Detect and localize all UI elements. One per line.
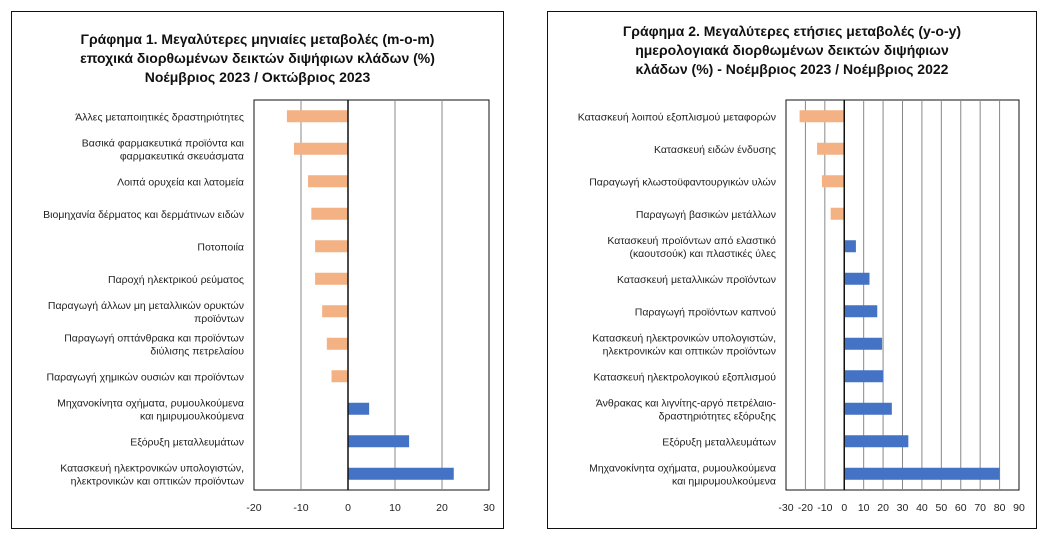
chart-2-bar-9 <box>844 403 892 415</box>
chart-1-category-label-9: Μηχανοκίνητα οχήματα, ρυμουλκούμενα και ημιρυμουλκούμενα <box>57 397 244 423</box>
chart-2-tick-label-8: 50 <box>935 502 948 514</box>
chart-1-tick-label-5: 30 <box>483 502 495 514</box>
chart-2-category-label-6: Παραγωγή προϊόντων καπνού <box>634 306 776 319</box>
chart-2-bar-10 <box>844 435 908 447</box>
chart-2-category-label-2: Παραγωγή κλωστοϋφαντουργικών υλών <box>589 176 776 189</box>
chart-1-category-label-7: Παραγωγή οπτάνθρακα και προϊόντων διύλισης πετρελαίου <box>64 332 244 358</box>
chart-2-title-line-3: κλάδων (%) - Νοέμβριος 2023 / Νοέμβριος 2022 <box>635 61 949 77</box>
chart-1-category-label-0: Άλλες μεταποιητικές δραστηριότητες <box>75 111 244 124</box>
chart-2-tick-label-11: 80 <box>993 502 1006 514</box>
chart-1-plot-frame <box>254 100 489 490</box>
chart-1-tick-label-3: 10 <box>389 502 401 514</box>
chart-2-title-line-1: Γράφημα 2. Μεγαλύτερες ετήσιες μεταβολές (y-o-y) <box>622 23 962 39</box>
chart-2-category-label-1: Κατασκευή ειδών ένδυσης <box>653 143 776 156</box>
chart-2-category-label-4: Κατασκευή προϊόντων από ελαστικό (καουτσούκ) και πλαστικές ύλες <box>607 234 776 260</box>
chart-1-category-label-4: Ποτοποιία <box>197 241 244 254</box>
chart-1-tick-label-2: 0 <box>345 502 351 514</box>
chart-2-tick-label-3: 0 <box>841 502 848 514</box>
chart-1-category-label-11: Κατασκευή ηλεκτρονικών υπολογιστών, ηλεκτρονικών και οπτικών προϊόντων <box>60 462 244 488</box>
chart-1-title-line-3: Νοέμβριος 2023 / Οκτώβριος 2023 <box>144 69 371 85</box>
chart-1-bar-8 <box>332 370 348 382</box>
chart-2-bar-8 <box>844 370 883 382</box>
chart-2-tick-label-9: 60 <box>954 502 967 514</box>
chart-1-title-line-1: Γράφημα 1. Μεγαλύτερες μηνιαίες μεταβολές (m-o-m) <box>80 31 435 47</box>
chart-2-tick-label-1: -20 <box>797 502 814 514</box>
chart-1-bar-0 <box>287 110 348 122</box>
chart-2-bar-0 <box>800 110 845 122</box>
chart-2-category-label-3: Παραγωγή βασικών μετάλλων <box>635 208 776 221</box>
chart-2-tick-label-12: 90 <box>1013 502 1025 514</box>
chart-1-category-label-6: Παραγωγή άλλων μη μεταλλικών ορυκτών προϊόντων <box>47 299 244 325</box>
chart-2-category-label-5: Κατασκευή μεταλλικών προϊόντων <box>617 273 776 286</box>
chart-1-category-label-1: Βασικά φαρμακευτικά προϊόντα και φαρμακευτικά σκευάσματα <box>81 137 244 163</box>
chart-1-category-label-8: Παραγωγή χημικών ουσιών και προϊόντων <box>46 371 244 384</box>
chart-2-tick-label-0: -30 <box>778 502 794 514</box>
chart-1-bar-6 <box>322 305 348 317</box>
chart-1-bar-2 <box>308 175 348 187</box>
chart-1-category-label-5: Παροχή ηλεκτρικού ρεύματος <box>108 273 244 286</box>
chart-2-bar-3 <box>831 208 845 220</box>
chart-1-category-label-10: Εξόρυξη μεταλλευμάτων <box>130 436 244 449</box>
chart-2-bar-2 <box>822 175 844 187</box>
chart-1-category-label-3: Βιομηχανία δέρματος και δερμάτινων ειδών <box>43 208 244 221</box>
chart-1-tick-label-4: 20 <box>436 502 448 514</box>
chart-2-bar-11 <box>844 468 999 480</box>
chart-2-category-label-9: Άνθρακας και λιγνίτης-αργό πετρέλαιο-δραστηριότητες εξόρυξης <box>595 397 776 423</box>
chart-1-tick-label-1: -10 <box>293 502 309 514</box>
chart-1-bar-5 <box>315 273 348 285</box>
chart-2-title-line-2: ημερολογιακά διορθωμένων δεικτών διψήφιων <box>635 42 949 58</box>
chart-1-bar-4 <box>315 240 348 252</box>
chart-1-bar-10 <box>348 435 409 447</box>
chart-2-category-label-11: Μηχανοκίνητα οχήματα, ρυμουλκούμενα και ημιρυμουλκούμενα <box>589 462 776 488</box>
chart-1-tick-label-0: -20 <box>246 502 262 514</box>
chart-2-tick-label-7: 40 <box>916 502 928 514</box>
chart-1-title-line-2: εποχικά διορθωμένων δεικτών διψήφιων κλάδων (%) <box>80 50 435 66</box>
chart-1-bar-1 <box>294 143 348 155</box>
chart-1-bar-3 <box>311 208 348 220</box>
chart-2-bar-1 <box>817 143 844 155</box>
chart-2-bar-6 <box>844 305 877 317</box>
chart-2-tick-label-5: 20 <box>877 502 889 514</box>
chart-2-bar-5 <box>844 273 869 285</box>
chart-2-tick-label-2: -10 <box>817 502 833 514</box>
chart-2-tick-label-6: 30 <box>896 502 909 514</box>
chart-1-category-label-2: Λοιπά ορυχεία και λατομεία <box>117 176 244 189</box>
chart-2-bar-4 <box>844 240 856 252</box>
chart-2-category-label-0: Κατασκευή λοιπού εξοπλισμού μεταφορών <box>577 111 776 124</box>
chart-1-bar-11 <box>348 468 454 480</box>
chart-1-bar-9 <box>348 403 369 415</box>
chart-2-category-label-8: Κατασκευή ηλεκτρολογικού εξοπλισμού <box>593 371 776 384</box>
chart-2-category-label-10: Εξόρυξη μεταλλευμάτων <box>662 436 776 449</box>
chart-2-tick-label-4: 10 <box>857 502 870 514</box>
chart-2-category-label-7: Κατασκευή ηλεκτρονικών υπολογιστών, ηλεκτρονικών και οπτικών προϊόντων <box>592 332 776 358</box>
chart-1-bar-7 <box>327 338 348 350</box>
chart-2-tick-label-10: 70 <box>974 502 987 514</box>
chart-2-bar-7 <box>844 338 882 350</box>
